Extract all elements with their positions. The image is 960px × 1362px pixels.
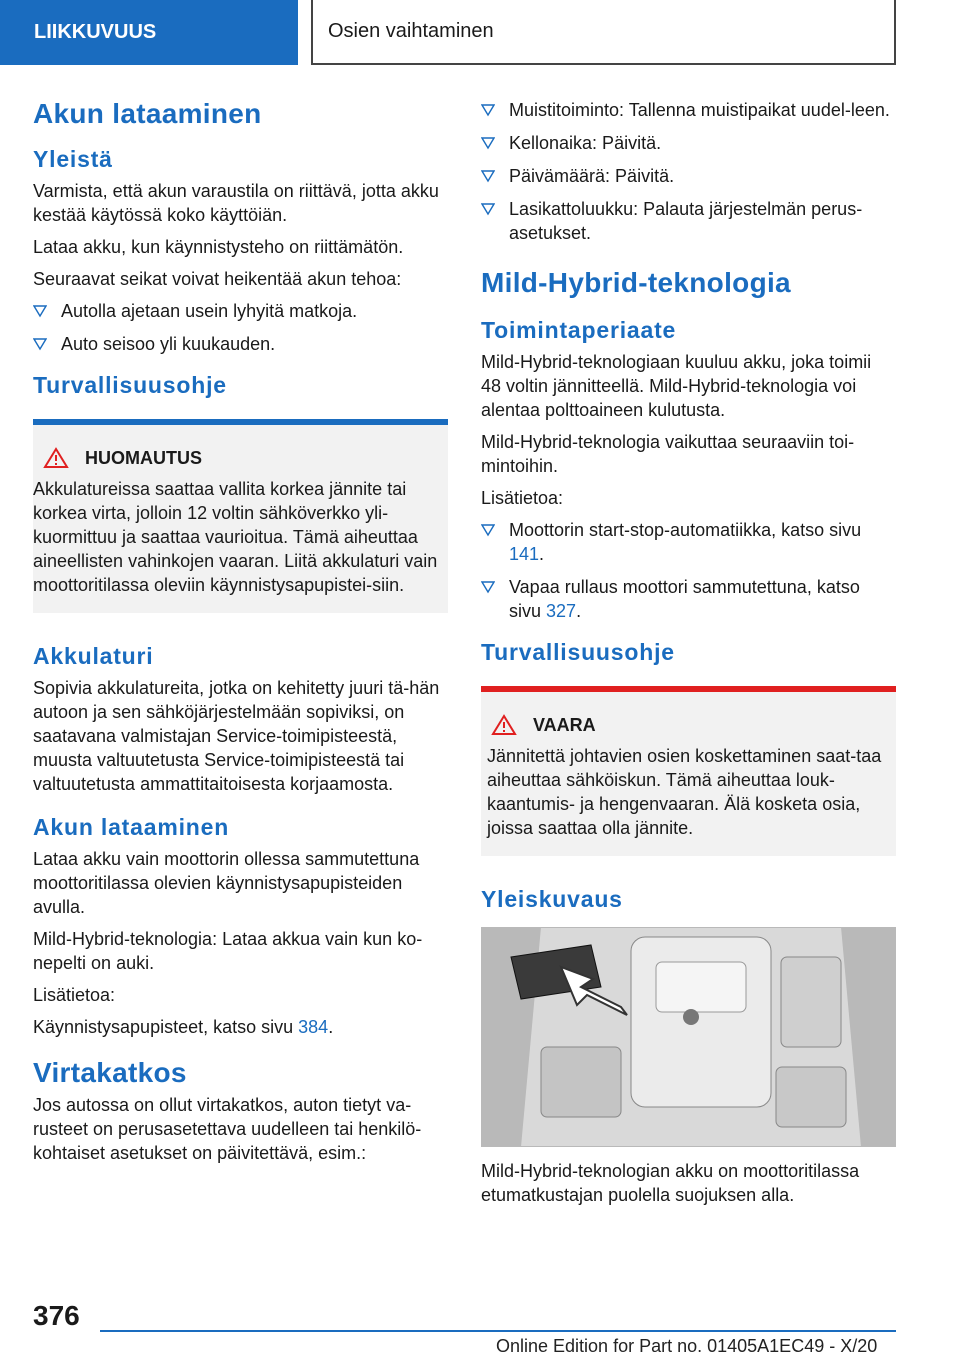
reference-text: Moottorin start-stop-automatiikka, katso sivu — [509, 520, 862, 540]
danger-text: Jännitettä johtavien osien koskettaminen saat-taa aiheuttaa sähköiskun. Tämä aiheuttaa louk-kaantumis- ja hengenvaaran. Älä kosketa osia, joissa saattaa olla jännite. — [487, 746, 882, 838]
notice-title-text: HUOMAUTUS — [85, 447, 202, 468]
triangle-bullet-icon — [481, 169, 495, 183]
warning-icon — [43, 447, 69, 469]
list-item: Vapaa rullaus moottori sammutettuna, katso sivu 327. — [481, 575, 896, 623]
triangle-bullet-icon — [481, 202, 495, 216]
triangle-bullet-icon — [481, 136, 495, 150]
danger-title — [481, 714, 888, 736]
reference-list — [481, 518, 896, 623]
list-item — [481, 197, 896, 245]
triangle-bullet-icon — [33, 337, 47, 351]
paragraph: Lisätietoa: — [33, 985, 116, 1005]
bullet-list — [481, 98, 896, 245]
reference-text: Vapaa rullaus moottori sammutettuna, katso sivu — [509, 577, 860, 621]
list-item — [481, 131, 896, 155]
danger-box — [481, 686, 896, 856]
paragraph: Lataa akku, kun käynnistysteho on riittämätön. — [33, 237, 404, 257]
list-item-text: Päivämäärä: Päivitä. — [509, 166, 675, 186]
paragraph: Varmista, että akun varaustila on riittävä, jotta akku kestää käytössä koko käyttöiän. — [33, 181, 439, 225]
list-item — [481, 164, 896, 188]
header-section: LIIKKUVUUS — [0, 0, 298, 65]
list-item-text: Muistitoiminto: Tallenna muistipaikat uudel-leen. — [509, 100, 890, 120]
warning-icon — [491, 714, 517, 736]
heading-mild-hybrid: Mild-Hybrid-teknologia — [481, 267, 791, 298]
footer-divider — [100, 1330, 896, 1332]
paragraph: Seuraavat seikat voivat heikentää akun tehoa: — [33, 269, 402, 289]
header-subsection: Osien vaihtaminen — [311, 0, 896, 65]
paragraph: Mild-Hybrid-teknologia: Lataa akkua vain kun ko-nepelti on auki. — [33, 929, 423, 973]
list-item-text: Kellonaika: Päivitä. — [509, 133, 662, 153]
reference: Käynnistysapupisteet, katso sivu 384. — [33, 1017, 334, 1037]
list-item-text: Lasikattoluukku: Palauta järjestelmän perus-asetukset. — [509, 199, 863, 243]
paragraph: Mild-Hybrid-teknologia vaikuttaa seuraaviin toi-mintoihin. — [481, 432, 855, 476]
paragraph: Mild-Hybrid-teknologiaan kuuluu akku, joka toimii 48 voltin jännitteellä. Mild-Hybrid-teknologia voi alentaa polttoaineen kulutusta. — [481, 352, 872, 420]
heading-toimintaperiaate: Toimintaperiaate — [481, 317, 677, 343]
list-item: Moottorin start-stop-automatiikka, katso sivu 141. — [481, 518, 896, 566]
page-link-327[interactable]: 327 — [546, 601, 577, 621]
paragraph: Sopivia akkulatureita, jotka on kehitetty juuri tä-hän autoon ja sen sähköjärjestelmään sopiviksi, on saatavana valmistajan Service-toimipisteestä, muusta valtuutetusta Service-toimipisteestä tai valtuutetusta ammattitaitoisesta korjaamosta. — [33, 678, 440, 794]
reference-text: Käynnistysapupisteet, katso sivu — [33, 1017, 299, 1037]
heading-turvallisuusohje-2: Turvallisuusohje — [481, 639, 675, 665]
notice-title — [33, 447, 440, 469]
paragraph: Lataa akku vain moottorin ollessa sammutettuna moottoritilassa olevien käynnistysapupisteiden avulla. — [33, 849, 420, 917]
page-link-141[interactable]: 141 — [509, 544, 540, 564]
bullet-list — [33, 299, 448, 356]
heading-yleista: Yleistä — [33, 146, 113, 172]
list-item — [33, 299, 448, 323]
page-number: 376 — [33, 1300, 80, 1331]
list-item-text: Auto seisoo yli kuukauden. — [61, 334, 276, 354]
heading-virtakatkos: Virtakatkos — [33, 1057, 187, 1088]
right-column — [481, 98, 896, 1215]
footer-edition: Online Edition for Part no. 01405A1EC49 - X/20 — [496, 1336, 878, 1356]
page-title: Akun lataaminen — [33, 98, 262, 129]
danger-title-text: VAARA — [533, 714, 596, 735]
list-item-text: Autolla ajetaan usein lyhyitä matkoja. — [61, 301, 358, 321]
heading-akkulaturi: Akkulaturi — [33, 643, 154, 669]
heading-turvallisuusohje: Turvallisuusohje — [33, 372, 227, 398]
left-column — [33, 98, 448, 1173]
page-link-384[interactable]: 384 — [298, 1017, 329, 1037]
paragraph: Jos autossa on ollut virtakatkos, auton tietyt va-rusteet on perusasetettava uudelleen tai henkilö-kohtaiset asetukset on päivitettävä, esim.: — [33, 1095, 422, 1163]
list-item — [481, 98, 896, 122]
paragraph: Lisätietoa: — [481, 488, 564, 508]
caption: Mild-Hybrid-teknologian akku on moottoritilassa etumatkustajan puolella suojuksen alla. — [481, 1161, 860, 1205]
triangle-bullet-icon — [481, 523, 495, 537]
triangle-bullet-icon — [33, 304, 47, 318]
heading-akun-lataaminen: Akun lataaminen — [33, 814, 230, 840]
notice-text: Akkulatureissa saattaa vallita korkea jännite tai korkea virta, jolloin 12 voltin sähköverkko yli-kuormittuu ja saattaa vaurioitua. Tämä aiheuttaa aineellisten vahinkojen vaaran. Liitä akkulaturi vain moottoritilassa oleviin käynnistysapupistei-siin. — [33, 479, 438, 595]
heading-yleiskuvaus: Yleiskuvaus — [481, 886, 623, 912]
list-item — [33, 332, 448, 356]
triangle-bullet-icon — [481, 580, 495, 594]
notice-box — [33, 419, 448, 613]
triangle-bullet-icon — [481, 103, 495, 117]
engine-bay-photo — [481, 927, 896, 1147]
